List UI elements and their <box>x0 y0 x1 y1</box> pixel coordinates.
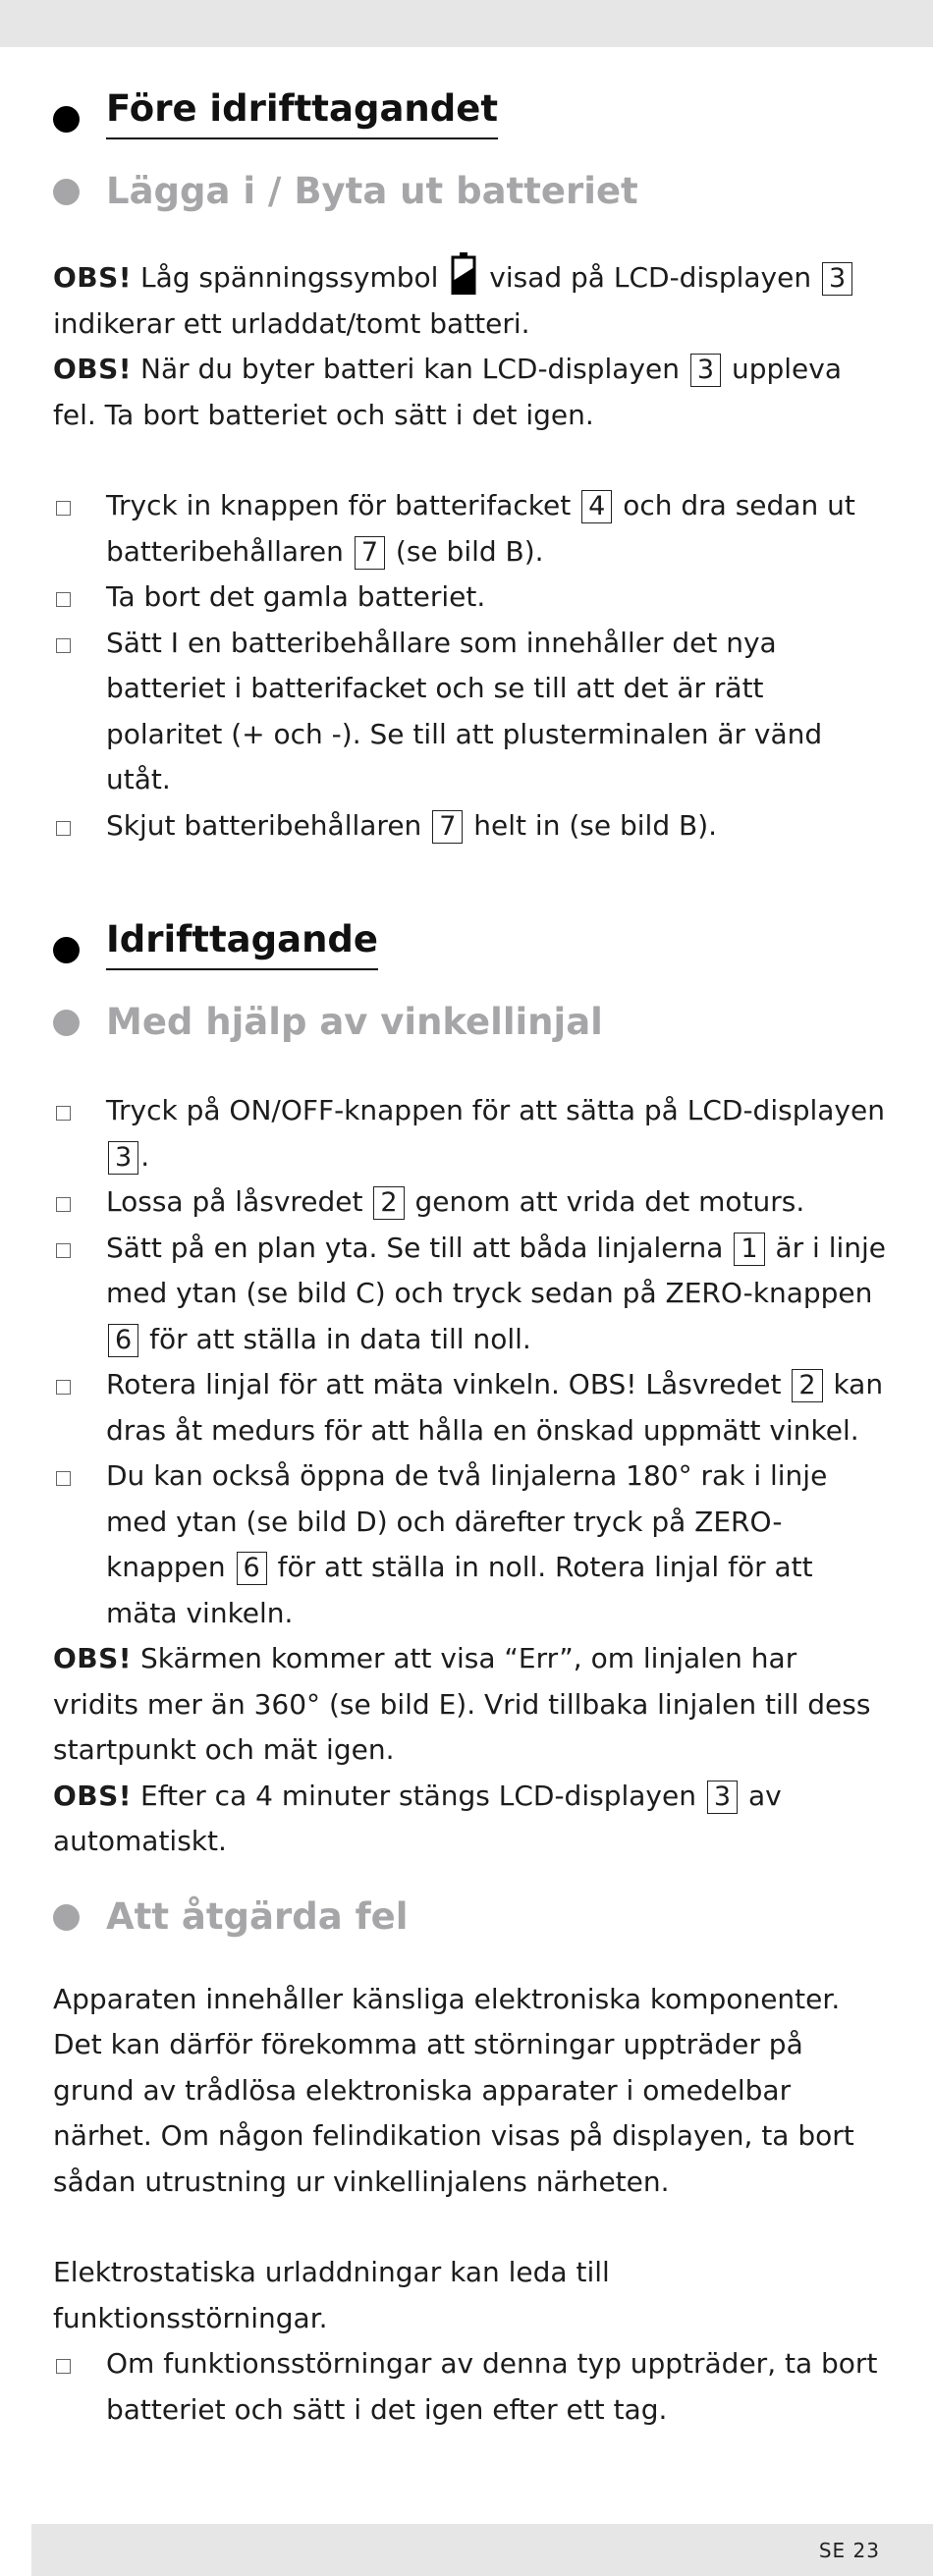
ref-number: 3 <box>690 354 721 387</box>
section-heading-before-use: Före idrifttagandet <box>53 84 888 145</box>
list-item: Sätt på en plan yta. Se till att båda linjalerna 1 är i linje med ytan (se bild C) och tryck sedan på ZERO-knappen 6 för att ställa in data till noll. <box>53 1226 888 1363</box>
obs-note-battery-change: OBS! När du byter batteri kan LCD-displayen 3 uppleva fel. Ta bort batteriet och sätt i det igen. <box>53 353 842 431</box>
page-number: SE 23 <box>818 2539 880 2562</box>
ref-number: 4 <box>581 490 612 523</box>
section-heading-operation: Idrifttagande <box>53 915 888 976</box>
checkbox-bullet-icon <box>56 1106 71 1121</box>
checkbox-bullet-icon <box>56 1243 71 1258</box>
obs-note-err: OBS! Skärmen kommer att visa “Err”, om linjalen har vridits mer än 360° (se bild E). Vrid tillbaka linjalen till dess startpunkt och mät igen. <box>53 1642 871 1766</box>
ref-number: 7 <box>355 536 385 570</box>
list-item: Du kan också öppna de två linjalerna 180° rak i linje med ytan (se bild D) och därefter tryck på ZERO-knappen 6 för att ställa in noll. Rotera linjal för att mäta vinkeln. <box>53 1453 888 1636</box>
ref-number: 1 <box>734 1233 764 1266</box>
ref-number: 6 <box>108 1324 138 1357</box>
checkbox-bullet-icon <box>56 501 71 516</box>
footer-tab <box>0 2524 31 2576</box>
list-item: Skjut batteribehållaren 7 helt in (se bild B). <box>53 803 888 850</box>
obs-note-low-voltage: OBS! Låg spänningssymbol visad på LCD-displayen 3 indikerar ett urladdat/tomt batteri. <box>53 251 888 347</box>
troubleshoot-steps-list <box>53 2341 888 2433</box>
ref-number: 3 <box>822 262 852 296</box>
ref-number: 3 <box>108 1141 138 1175</box>
subheading-troubleshooting: Att åtgärda fel <box>53 1892 888 1942</box>
list-item: Sätt I en batteribehållare som innehåller det nya batteriet i batterifacket och se till att det är rätt polaritet (+ och -). Se till att plusterminalen är vänd utåt. <box>53 621 888 803</box>
page-content <box>53 84 888 2433</box>
bullet-dot-icon <box>53 1010 80 1036</box>
bullet-dot-icon <box>53 937 80 963</box>
list-item: Lossa på låsvredet 2 genom att vrida det moturs. <box>53 1179 888 1226</box>
troubleshoot-paragraph: Apparaten innehåller känsliga elektroniska komponenter. Det kan därför förekomma att störningar uppträder på grund av trådlösa elektroniska apparater i omedelbar närhet. Om någon felindikation visas på displayen, ta bort sådan utrustning ur vinkellinjalens närheten. <box>53 1982 854 2198</box>
checkbox-bullet-icon <box>56 592 71 607</box>
checkbox-bullet-icon <box>56 821 71 836</box>
top-bar <box>0 0 933 47</box>
list-item: Ta bort det gamla batteriet. <box>53 575 888 621</box>
ref-number: 2 <box>792 1369 822 1402</box>
checkbox-bullet-icon <box>56 1380 71 1395</box>
subheading-angle-ruler: Med hjälp av vinkellinjal <box>53 998 888 1047</box>
list-item: Tryck in knappen för batterifacket 4 och dra sedan ut batteribehållaren 7 (se bild B). <box>53 483 888 575</box>
checkbox-bullet-icon <box>56 2359 71 2374</box>
battery-steps-list <box>53 483 888 849</box>
bullet-dot-icon <box>53 1904 80 1931</box>
ref-number: 2 <box>373 1186 404 1220</box>
troubleshoot-paragraph-esd: Elektrostatiska urladdningar kan leda till funktionsstörningar. <box>53 2256 610 2334</box>
operation-steps-list <box>53 1088 888 1636</box>
checkbox-bullet-icon <box>56 638 71 653</box>
checkbox-bullet-icon <box>56 1471 71 1486</box>
list-item: Rotera linjal för att mäta vinkeln. OBS! Låsvredet 2 kan dras åt medurs för att hålla en önskad uppmätt vinkel. <box>53 1362 888 1453</box>
bullet-dot-icon <box>53 106 80 133</box>
bullet-dot-icon <box>53 179 80 205</box>
ref-number: 6 <box>237 1552 267 1585</box>
list-item: Tryck på ON/OFF-knappen för att sätta på LCD-displayen 3 . <box>53 1088 888 1179</box>
checkbox-bullet-icon <box>56 1197 71 1212</box>
subheading-battery: Lägga i / Byta ut batteriet <box>53 167 888 216</box>
footer-bar <box>0 2524 933 2576</box>
low-battery-icon <box>451 251 476 295</box>
ref-number: 7 <box>432 810 463 844</box>
obs-note-auto-off: OBS! Efter ca 4 minuter stängs LCD-displayen 3 av automatiskt. <box>53 1779 782 1857</box>
ref-number: 3 <box>707 1781 738 1814</box>
list-item: Om funktionsstörningar av denna typ uppträder, ta bort batteriet och sätt i det igen efter ett tag. <box>53 2341 888 2433</box>
